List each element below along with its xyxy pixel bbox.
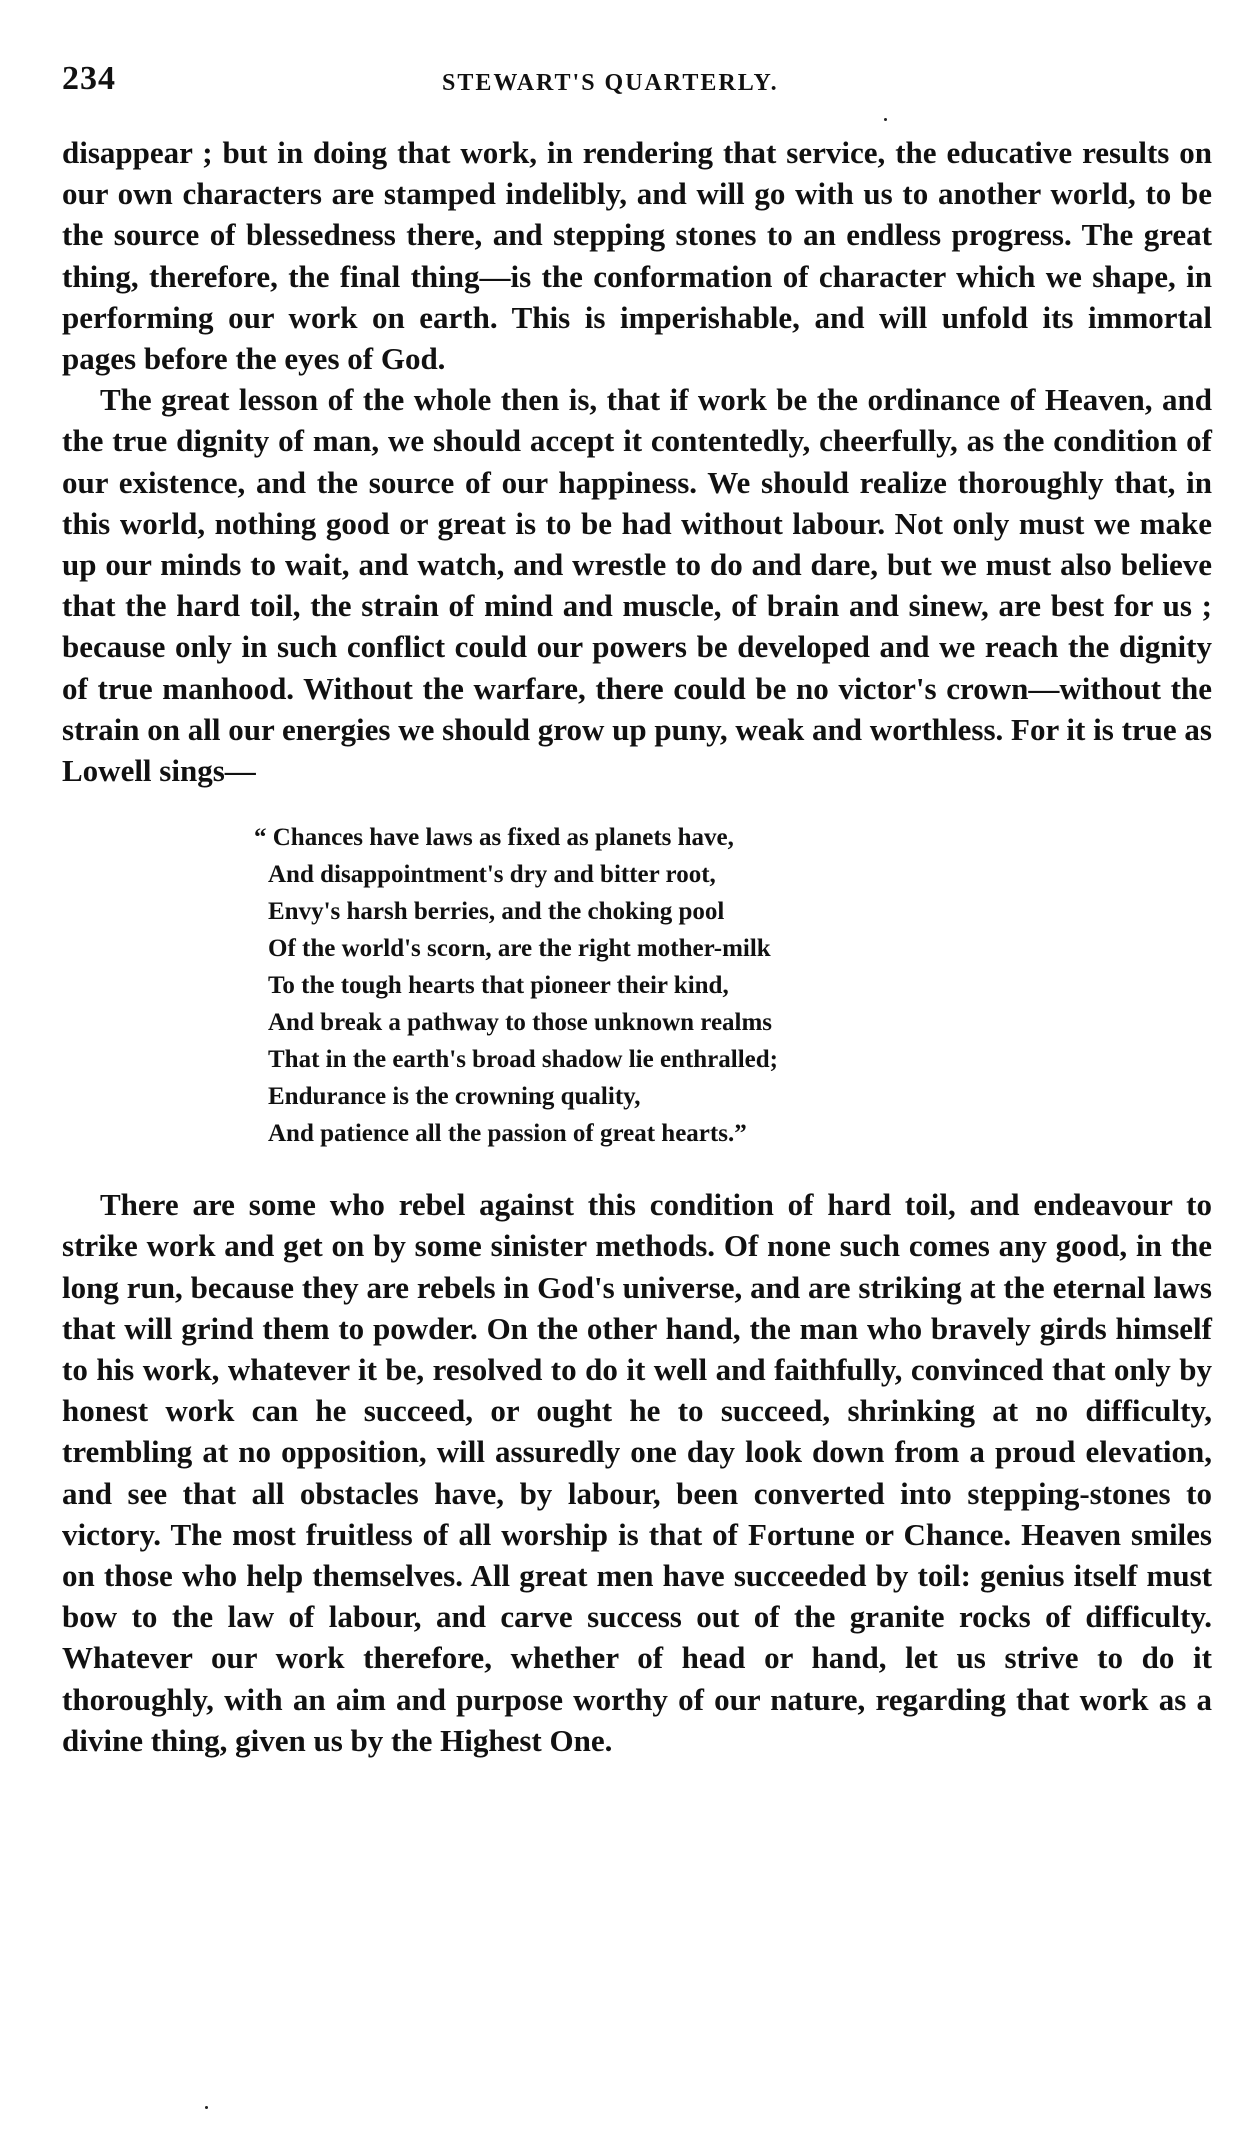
verse-line: That in the earth's broad shadow lie enthralled; [268, 1046, 778, 1074]
verse-line: And break a pathway to those unknown realms [268, 1009, 773, 1037]
paragraph-rebels: There are some who rebel against this condition of hard toil, and endeavour to strike work and get on by some sinister methods. Of none such comes any good, in the long run, because they are rebels in God's universe, and are striking at the eternal laws that will grind them to powder. On the other hand, the man who bravely girds himself to his work, whatever it be, resolved to do it well and faithfully, convinced that only by honest work can he succeed, or ought he to succeed, shrinking at no difficulty, trembling at no opposition, will assuredly one day look down from a proud elevation, and see that all obstacles have, by labour, been converted into stepping-stones to victory. The most fruitless of all worship is that of Fortune or Chance. Heaven smiles on those who help themselves. All great men have succeeded by toil: genius itself must bow to the law of labour, and carve success out of the granite rocks of difficulty. Whatever our work therefore, whether of head or hand, let us strive to do it thoroughly, with an aim and purpose worthy of our nature, regarding that work as a divine thing, given us by the Highest One. [62, 1187, 1212, 1758]
paragraph-great-lesson: The great lesson of the whole then is, that if work be the ordinance of Heaven, and the true dignity of man, we should accept it contentedly, cheerfully, as the condition of our existence, and the source of our happiness. We should realize thoroughly that, in this world, nothing good or great is to be had without labour. Not only must we make up our minds to wait, and watch, and wrestle to do and dare, but we must also believe that the hard toil, the strain of mind and muscle, of brain and sinew, are best for us ; because only in such conflict could our powers be developed and we reach the dignity of true manhood. Without the warfare, there could be no victor's crown—without the strain on all our energies we should grow up puny, weak and worthless. For it is true as Lowell sings— [62, 382, 1212, 789]
verse-line: Envy's harsh berries, and the choking pool [268, 898, 725, 926]
print-speck [884, 118, 887, 121]
verse-line: To the tough hearts that pioneer their kind, [268, 972, 729, 1000]
page [62, 60, 1212, 1761]
print-speck [205, 2106, 208, 2109]
verse-line: Endurance is the crowning quality, [268, 1083, 641, 1111]
verse-line: Of the world's scorn, are the right mother-milk [268, 935, 771, 963]
running-head [62, 60, 1212, 104]
verse-line: “ Chances have laws as fixed as planets have, [254, 824, 734, 852]
verse-line: And disappointment's dry and bitter root, [268, 861, 716, 889]
journal-title: STEWART'S QUARTERLY. [442, 70, 779, 96]
verse-line: And patience all the passion of great hearts.” [268, 1120, 747, 1148]
paragraph-continued: disappear ; but in doing that work, in rendering that service, the educative results on our own characters are stamped indelibly, and will go with us to another world, to be the source of blessedness there, and stepping stones to an endless progress. The great thing, therefore, the final thing—is the conformation of character which we shape, in performing our work on earth. This is imperishable, and will unfold its immortal pages before the eyes of God. [62, 135, 1212, 377]
verse-quotation [254, 819, 1212, 1152]
page-number: 234 [62, 60, 116, 97]
